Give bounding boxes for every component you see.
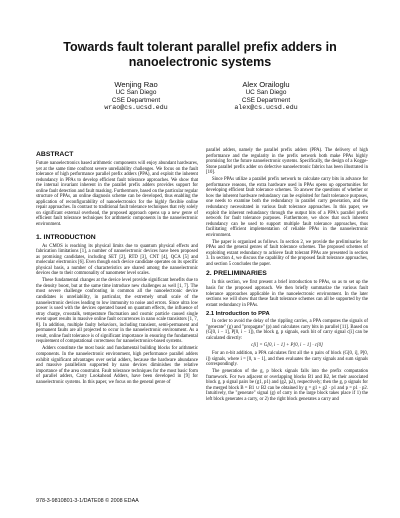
author-name: Alex Orailoglu bbox=[242, 80, 290, 89]
author-department: CSE Department bbox=[241, 96, 291, 104]
abstract-heading: ABSTRACT bbox=[36, 151, 74, 158]
body-paragraph: In order to avoid the delay of the rippling carries, a PPA computes the signals of "generate" (g) and "propagate" (p) and calculates carry bits in parallel [11]. Based on (G[0, i − 1], P[0, i − 1]), the block g, p signals, each bit of carry signal c[i] can be calculated directly: bbox=[206, 319, 368, 341]
author-email: wrao@cs.ucsd.edu bbox=[104, 104, 168, 112]
body-paragraph: In this section, we first present a brief introduction to PPAs, so as to set up the basis for the proposed approach. We then briefly summarize the various fault tolerance approaches applicable in the nanoelectronic environment. In the later sections we will show that these fault tolerance schemes can all be supported by the extant redundancy in PPAs. bbox=[206, 280, 368, 308]
body-paragraph: Since PPAs utilize a parallel prefix network to calculate carry bits in advance for performance reasons, the extra hardware used in PPAs opens up opportunities for developing efficient fault tolerance schemes. To answer the questions of whether or how the inherent hardware redundancy can be exploited for fault tolerance purposes, one needs to examine both the redundancy in parallel carry generation, and the redundancy necessitated in various fault tolerance approaches. In this paper, we exploit the inherent redundancy through the output bits of a PPA's parallel prefix network for fault tolerance purposes. Furthermore, we show that such inherent redundancy can be used to support multiple fault tolerance approaches, thus facilitating efficient implementation of reliable PPAs in the nanoelectronic environment. bbox=[206, 177, 368, 238]
author-department: CSE Department bbox=[111, 96, 161, 104]
author-block-1 bbox=[66, 80, 206, 112]
ppa-intro-heading: 2.1 Introduction to PPA bbox=[206, 311, 270, 318]
author-block-2 bbox=[196, 80, 336, 112]
author-email: alex@cs.ucsd.edu bbox=[234, 104, 298, 112]
title-line-1: Towards fault tolerant parallel prefix adders in bbox=[63, 40, 337, 54]
body-paragraph: parallel adders, namely the parallel prefix adders (PPA). The delivery of high performance and the regularity in the prefix network both make PPAs highly promising for the future nanoelectronic systems. Specifically, the design of a Kogge-Stone parallel prefix adder on defective nanoelectronic fabrics has been illustrated in [10]. bbox=[206, 148, 368, 176]
copyright-footer: 978-3-9810801-3-1/DATE08 © 2008 EDAA bbox=[36, 498, 139, 504]
author-name: Wenjing Rao bbox=[114, 80, 158, 89]
abstract-text: Future nanoelectronics based arithmetic components will enjoy abundant hardwares, yet at the same time confront severe unreliability challenges. We focus on the fault tolerance of high performance parallel prefix adders (PPA), and exploit the inherent redundancy in PPAs to develop efficient fault tolerance approaches. We show that the internal invariant inherent in the parallel prefix adders provides support for online fault detection and fault masking. Furthermore, based on the particular regular structure of PPAs, an online diagnosis scheme can be developed, thus enabling the application of reconfigurability of nanoelectronics for the highly flexible online repair approaches. In contrast to traditional fault tolerance techniques that rely solely on significant external overhead, the proposed approach opens up a new genre of efficient fault tolerance techniques for arithmetic components in the nanoelectronic environment. bbox=[36, 161, 198, 228]
preliminaries-heading: 2. PRELIMINARIES bbox=[206, 270, 267, 278]
body-paragraph: The generation of the g, p block signals falls into the prefix computation framework. For two adjacent or overlapping blocks B1 and B2, let their associated block g, p signal pairs be (g1, p1) and (g2, p2), respectively; then the g, p signals for the merged block B = B1 ∪ B2 can be obtained by g = g1 + g2 · p1 and p = p1 · p2. Intuitively, the "generate" signal (g) of carry in the large block takes place if 1) the left block generates a carry, or 2) the right block generates a carry and bbox=[206, 369, 368, 402]
author-affiliation: UC San Diego bbox=[115, 89, 157, 96]
body-paragraph: The paper is organized as follows. In section 2, we provide the preliminaries for PPAs and the general genres of fault tolerance schemes. The proposed schemes of exploiting extant redundancy to achieve fault tolerant PPAs are presented in section 3. In section 4, we discuss the capability of the proposed fault tolerance approaches, and section 5 concludes the paper. bbox=[206, 239, 368, 267]
right-column bbox=[206, 148, 368, 404]
intro-paragraph: Adders constitute the most basic and fundamental building blocks for arithmetic components. In the nanoelectronic environment, high performance parallel adders exhibit significant advantages over serial adders, because the hardware abundance and massive parallelism supported by nano devices diminishes the relative importance of the area constraint. Fault tolerance techniques for the most basic form of parallel adders, Carry Lookahead Adders, have been developed in [9] for nanoelectronic systems. In this paper, we focus on the general genre of bbox=[36, 346, 198, 385]
intro-paragraph: As CMOS is reaching its physical limits due to quantum physical effects and fabrication limitations [1], a number of nanoelectronic devices have been proposed as promising candidates, including SET [2], RTD [3], CNT [4], QCA [5] and molecular electronics [6]. Even though each device candidate operates on its specific physical basis, a number of characteristics are shared among the nanoelectronic devices due to their commonality of nanometer level scales. bbox=[36, 243, 198, 277]
paper-title bbox=[20, 40, 380, 70]
introduction-heading: 1. INTRODUCTION bbox=[36, 233, 96, 241]
carry-equation: c[i] = G[0, i − 1] + P[0, i − 1] · c[0] bbox=[251, 343, 323, 349]
author-affiliation: UC San Diego bbox=[245, 89, 287, 96]
body-paragraph: For an n-bit addition, a PPA calculates first all the n pairs of block (G[0, i], P[0, i]) signals, where i = [0, n − 1], and then evaluates the carry signals and sum signals correspondingly. bbox=[206, 350, 368, 368]
left-column bbox=[36, 148, 198, 387]
title-line-2: nanoelectronic systems bbox=[128, 55, 272, 69]
intro-paragraph: These fundamental changes at the device level provide significant benefits due to the density boost, but at the same time introduce new challenges as well [1, 7]. The most severe challenge confronting in common all the nanoelectronic device candidates is unreliability, in particular, the extremely small scale of the nanoelectronic devices leading to low immunity to noise and errors. Since ultra low power is used with the devices operated based on quantum effects, the influence of stray charge, crosstalk, temperature fluctuation and cosmic particle caused single event upset results in massive online fault occurrences in nano scale transistors [1, 7, 8]. In addition, multiple faulty behaviors, including transient, semi-permanent and permanent faults are all projected to occur in the nanoelectronic environment. As a result, online fault tolerance is of significant importance in ensuring the fundamental requirement of computational correctness for nanoelectronics-based systems. bbox=[36, 278, 198, 345]
